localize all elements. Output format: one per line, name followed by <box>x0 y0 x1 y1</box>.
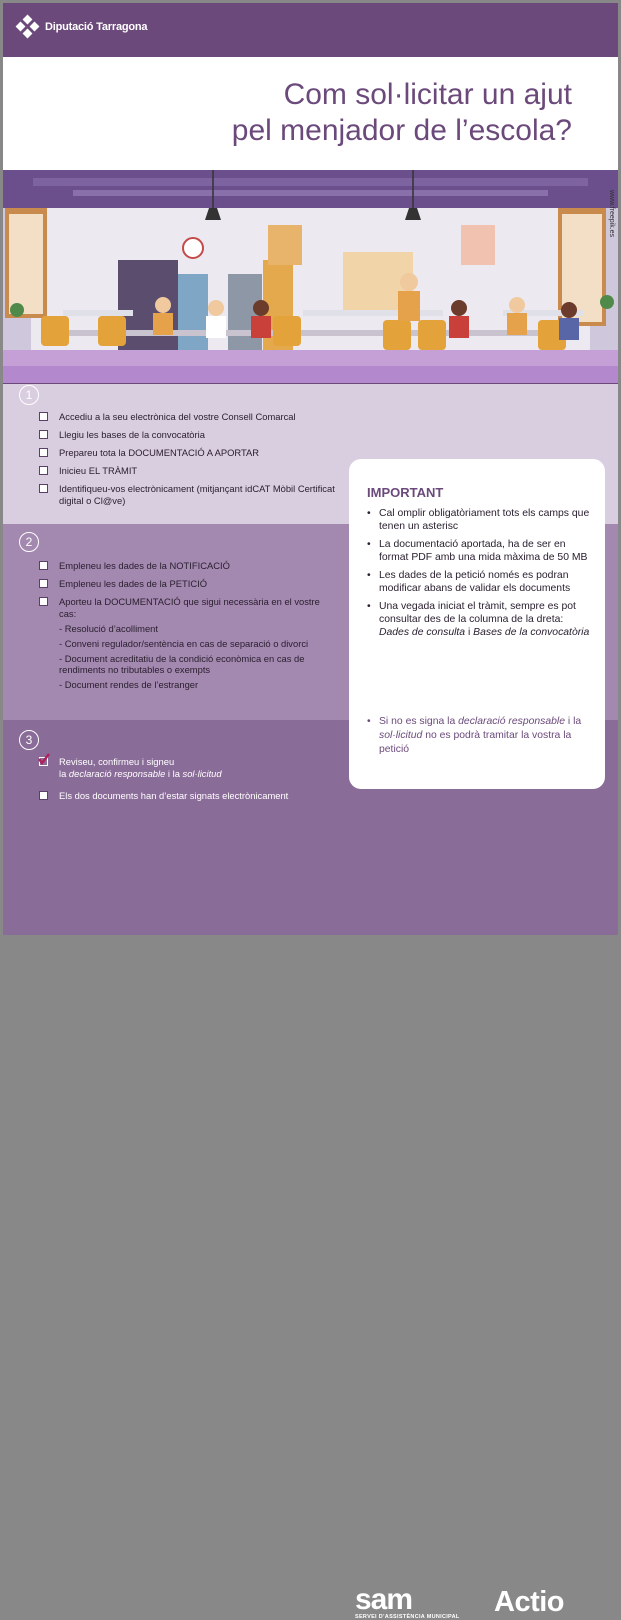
title-line-2: pel menjador de l’escola? <box>231 114 572 147</box>
step-3-item-signed[interactable]: Els dos documents han d’estar signats electrònicament <box>39 790 339 802</box>
poster <box>3 3 618 1620</box>
checkbox-icon[interactable] <box>39 448 48 457</box>
sam-subtitle: SERVEI D’ASSISTÈNCIA MUNICIPAL <box>355 1614 460 1620</box>
sam-wordmark: sam <box>355 1583 413 1616</box>
step-1-item[interactable]: Prepareu tota la DOCUMENTACIÓ A APORTAR <box>39 447 339 459</box>
step-3-list <box>39 756 339 808</box>
page-title <box>232 77 572 149</box>
actio-logo: Actio <box>494 1586 564 1618</box>
checkmark-icon <box>37 753 51 765</box>
documentation-sublist <box>59 623 339 690</box>
step-2-list <box>39 560 339 696</box>
image-credit: www.freepik.es <box>608 190 615 238</box>
brand-bar <box>3 3 618 57</box>
checkbox-icon[interactable] <box>39 466 48 475</box>
step-1-item[interactable]: Identifiqueu-vos electrònicament (mitjançant idCAT Mòbil Certificat digital o Cl@ve) <box>39 483 339 507</box>
step-3-item-sign[interactable]: Reviseu, confirmeu i signeu la declaració responsable i la sol·licitud <box>39 756 339 780</box>
title-line-1: Com sol·licitar un ajut <box>283 78 572 111</box>
important-item: • La documentació aportada, ha de ser en format PDF amb una mida màxima de 50 MB <box>367 538 592 564</box>
checkbox-icon[interactable] <box>39 412 48 421</box>
important-item: • Les dades de la petició només es podran modificar abans de validar els documents <box>367 569 592 595</box>
checkbox-icon[interactable] <box>39 561 48 570</box>
doc-sub-item: - Resolució d’acolliment <box>59 623 159 634</box>
step-2-item[interactable]: Empleneu les dades de la PETICIÓ <box>39 578 339 590</box>
canteen-scene-image <box>3 170 618 383</box>
checkbox-icon[interactable] <box>39 597 48 606</box>
important-title: IMPORTANT <box>367 485 444 500</box>
step-1-list <box>39 411 339 513</box>
title-area <box>3 57 618 170</box>
step-3-number: 3 <box>19 730 39 750</box>
step-1-item[interactable]: Accediu a la seu electrònica del vostre Consell Comarcal <box>39 411 339 423</box>
diamond-logo-icon <box>17 16 39 38</box>
checkbox-icon[interactable] <box>39 484 48 493</box>
checkbox-icon[interactable] <box>39 579 48 588</box>
checkbox-icon[interactable] <box>39 791 48 800</box>
canteen-illustration <box>3 170 618 383</box>
checkbox-icon[interactable] <box>39 430 48 439</box>
important-item: • Una vegada iniciat el tràmit, sempre es pot consultar des de la columna de la dreta: Dades de consulta i Bases de la convocatòria <box>367 600 592 639</box>
doc-sub-item: - Conveni regulador/sentència en cas de separació o divorci <box>59 638 309 649</box>
doc-sub-item: - Document rendes de l’estranger <box>59 679 199 690</box>
important-note: • Si no es signa la declaració responsable i la sol·licitud no es podrà tramitar la vostra la petició <box>367 715 604 757</box>
sam-logo <box>355 1583 460 1620</box>
doc-sub-item: - Document acreditatiu de la condició econòmica en cas de rendiments no tributables o exempts <box>59 653 305 675</box>
diputacio-logo <box>17 16 147 38</box>
step-1-item[interactable]: Llegiu les bases de la convocatòria <box>39 429 339 441</box>
important-box <box>349 459 605 789</box>
important-item: • Cal omplir obligatòriament tots els camps que tenen un asterisc <box>367 507 592 533</box>
org-name: Diputació Tarragona <box>45 21 148 33</box>
important-list <box>367 507 592 644</box>
step-2-item[interactable]: Empleneu les dades de la NOTIFICACIÓ <box>39 560 339 572</box>
step-2-item[interactable]: Aporteu la DOCUMENTACIÓ que sigui necessària en el vostre cas: - Resolució d’acolliment - Conveni regulador/sentència en cas de separació o divorci - Document acreditatiu de la condició econòmica en cas de rendiments no tributables o exempts - Document rendes de l’estranger <box>39 596 339 690</box>
step-1-number: 1 <box>19 385 39 405</box>
step-1-item[interactable]: Inicieu EL TRÀMIT <box>39 465 339 477</box>
step-2-number: 2 <box>19 532 39 552</box>
